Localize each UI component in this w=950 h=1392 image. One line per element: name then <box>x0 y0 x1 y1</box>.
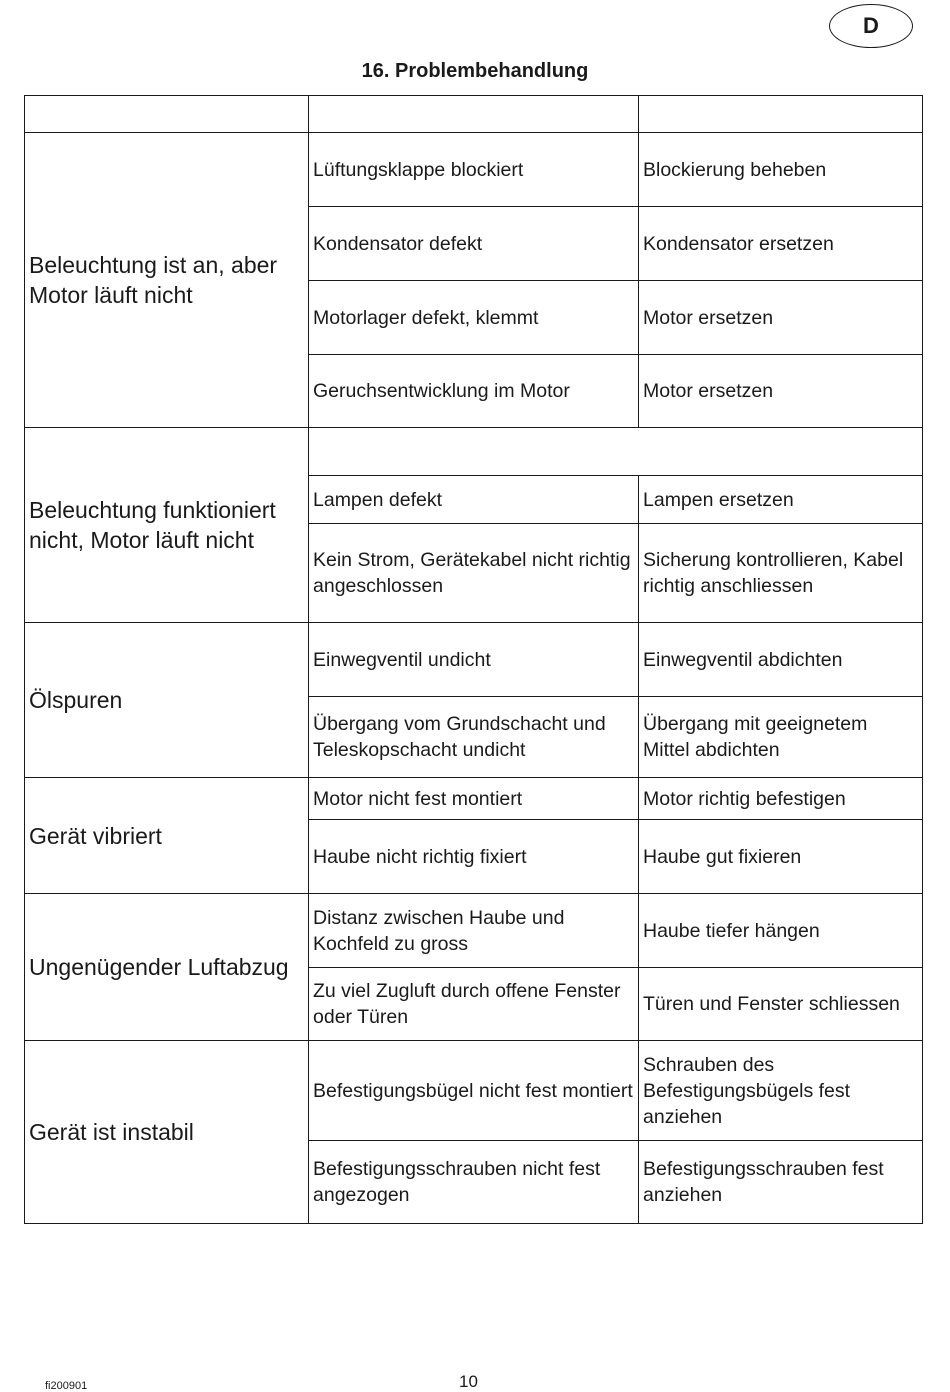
table-row <box>25 894 923 968</box>
cause-cell: Kondensator defekt <box>309 207 639 281</box>
solution-cell: Haube gut fixieren <box>639 820 923 894</box>
language-badge: D <box>829 4 913 48</box>
solution-cell: Motor ersetzen <box>639 281 923 355</box>
solution-cell: Einwegventil abdichten <box>639 623 923 697</box>
solution-cell: Blockierung beheben <box>639 133 923 207</box>
solution-cell: Haube tiefer hängen <box>639 894 923 968</box>
cause-cell: Lüftungsklappe blockiert <box>309 133 639 207</box>
header-cause <box>309 96 639 133</box>
solution-cell: Türen und Fenster schliessen <box>639 968 923 1041</box>
empty-merged-cell <box>309 428 923 476</box>
header-problem <box>25 96 309 133</box>
problem-cell: Ölspuren <box>25 623 309 778</box>
page-number: 10 <box>459 1372 478 1391</box>
cause-cell: Kein Strom, Gerätekabel nicht richtig angeschlossen <box>309 524 639 623</box>
solution-cell: Befestigungsschrauben fest anziehen <box>639 1141 923 1224</box>
cause-cell: Motorlager defekt, klemmt <box>309 281 639 355</box>
solution-cell: Lampen ersetzen <box>639 476 923 524</box>
cause-cell: Geruchsentwicklung im Motor <box>309 355 639 428</box>
cause-cell: Motor nicht fest montiert <box>309 778 639 820</box>
cause-cell: Einwegventil undicht <box>309 623 639 697</box>
solution-cell: Motor ersetzen <box>639 355 923 428</box>
solution-cell: Schrauben des Befestigungsbügels fest anziehen <box>639 1041 923 1141</box>
table-row <box>25 1041 923 1141</box>
header-solution <box>639 96 923 133</box>
table-row <box>25 623 923 697</box>
cause-cell: Befestigungsschrauben nicht fest angezogen <box>309 1141 639 1224</box>
solution-cell: Sicherung kontrollieren, Kabel richtig anschliessen <box>639 524 923 623</box>
problem-cell: Beleuchtung funktioniert nicht, Motor läuft nicht <box>25 428 309 623</box>
cause-cell: Zu viel Zugluft durch offene Fenster oder Türen <box>309 968 639 1041</box>
cause-cell: Distanz zwischen Haube und Kochfeld zu gross <box>309 894 639 968</box>
solution-cell: Übergang mit geeignetem Mittel abdichten <box>639 697 923 778</box>
cause-cell: Befestigungsbügel nicht fest montiert <box>309 1041 639 1141</box>
page-title: 16. Problembehandlung <box>361 60 589 82</box>
cause-cell: Haube nicht richtig fixiert <box>309 820 639 894</box>
table-header-row <box>25 96 923 133</box>
solution-cell: Motor richtig befestigen <box>639 778 923 820</box>
problem-cell: Gerät vibriert <box>25 778 309 894</box>
table-row <box>25 428 923 476</box>
problem-cell: Beleuchtung ist an, aber Motor läuft nicht <box>25 133 309 428</box>
problem-cell: Ungenügender Luftabzug <box>25 894 309 1041</box>
troubleshooting-table <box>24 95 923 1224</box>
document-code: fi200901 <box>45 1380 88 1392</box>
table-row <box>25 133 923 207</box>
table-row <box>25 778 923 820</box>
problem-cell: Gerät ist instabil <box>25 1041 309 1224</box>
solution-cell: Kondensator ersetzen <box>639 207 923 281</box>
cause-cell: Übergang vom Grundschacht und Teleskopschacht undicht <box>309 697 639 778</box>
cause-cell: Lampen defekt <box>309 476 639 524</box>
